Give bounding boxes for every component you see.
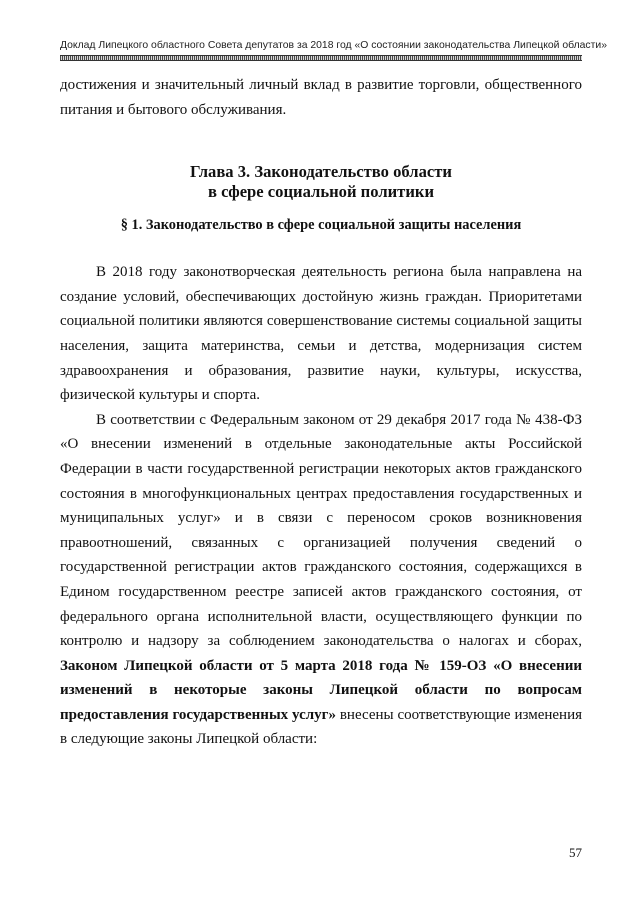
- regional-law-reference: Законом Липецкой области от 5 марта 2018 года № 159-ОЗ «О внесении изменений в некоторые законы Липецкой области по вопросам предоставления государственных услуг»: [60, 657, 582, 723]
- paragraph-federal-law-text: В соответствии с Федеральным законом от 29 декабря 2017 года № 438-ФЗ «О внесении изменений в отдельные законодательные акты Российской Федерации в части государственной регистрации некоторых актов гражданского состояния в многофункциональных центрах предоставления государственных и муниципальных услуг» и в связи с переносом сроков возникновения правоотношений, связанных с организацией получения сведений о государственной регистрации актов гражданского состояния, содержащихся в Едином государственном реестре записей актов гражданского состояния, от федерального органа исполнительной власти, осуществляющего функции по контролю и надзору за соблюдением законодательства о налогах и сборах,: [60, 411, 582, 650]
- paragraph-federal-law: [60, 408, 582, 752]
- carryover-paragraph: достижения и значительный личный вклад в развитие торговли, общественного питания и бытового обслуживания.: [60, 77, 582, 118]
- chapter-title-line1: Глава 3. Законодательство области: [190, 162, 452, 182]
- chapter-title: [60, 162, 582, 202]
- running-header: Доклад Липецкого областного Совета депутатов за 2018 год «О состоянии законодательства Липецкой области»: [60, 40, 607, 51]
- paragraph-federal-law-ending: внесены соответствующие изменения в следующие законы Липецкой области:: [60, 706, 582, 748]
- page-number: 57: [569, 845, 582, 860]
- header-rule: [60, 55, 582, 61]
- section-title: § 1. Законодательство в сфере социальной защиты населения: [120, 217, 522, 234]
- paragraph-social-policy: В 2018 году законотворческая деятельность региона была направлена на создание условий, обеспечивающих достойную жизнь граждан. Приоритетами социальной политики являются совершенствование системы социальной защиты населения, защита материнства, семьи и детства, модернизация систем здравоохранения и образования, развитие науки, культуры, искусства, физической культуры и спорта.: [60, 264, 582, 404]
- page-content: [60, 73, 582, 752]
- chapter-title-line2: в сфере социальной политики: [207, 182, 435, 202]
